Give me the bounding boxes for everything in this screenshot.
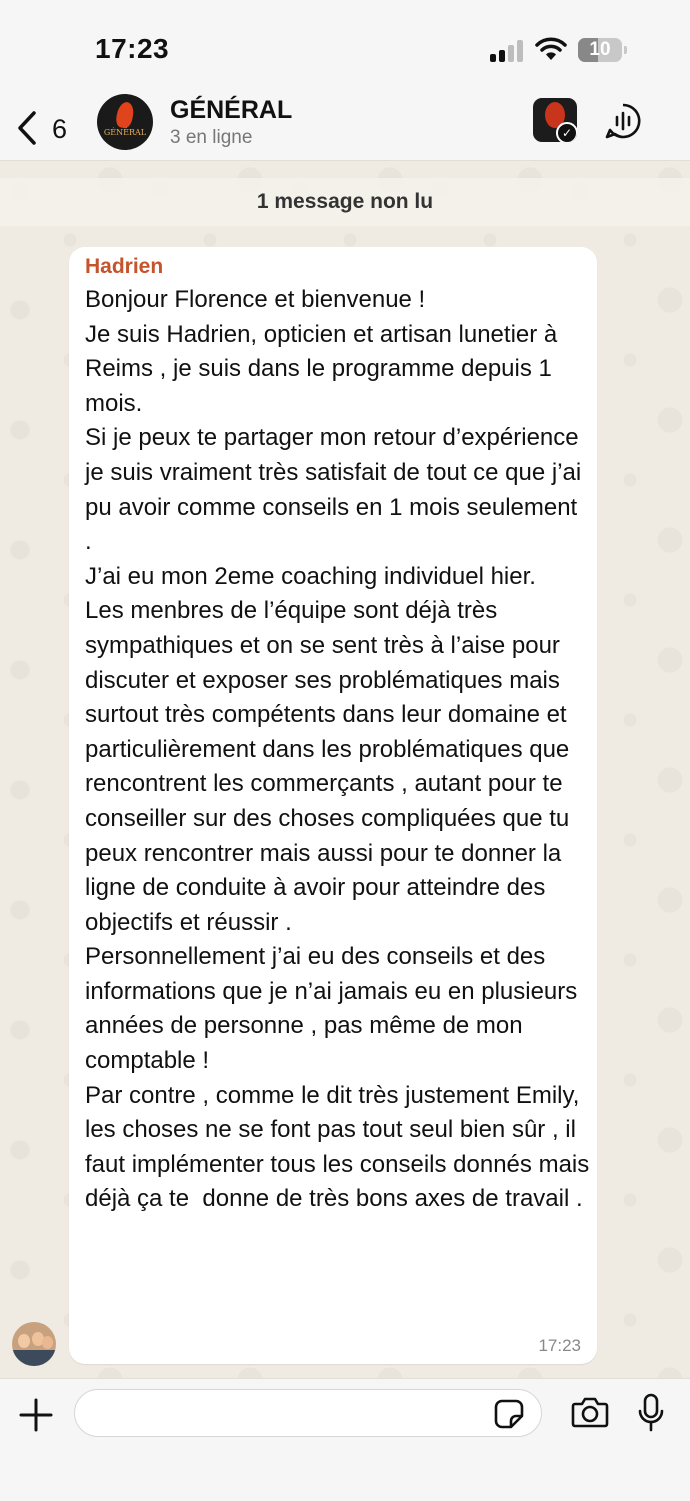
plus-icon [18, 1397, 54, 1433]
back-unread-count: 6 [52, 114, 68, 144]
battery-icon [578, 38, 622, 62]
camera-icon [571, 1395, 609, 1429]
chevron-left-icon [16, 110, 38, 146]
input-bar [0, 1378, 690, 1501]
group-avatar-label: GÉNÉRAL [103, 128, 147, 137]
voice-chat-icon [604, 102, 642, 140]
message-input[interactable] [74, 1389, 542, 1437]
checkmark-icon: ✓ [556, 122, 577, 142]
message-text: Bonjour Florence et bienvenue ! Je suis Hadrien, opticien et artisan lunetier à Reims , je suis dans le programme depuis 1 mois. Si je peux te partager mon retour d’expérience je suis vraiment très satisfait de tout ce que j’ai pu avoir comme conseils en 1 mois seulement . J’ai eu mon 2eme coaching individuel hier. Les menbres de l’équipe sont déjà très sympathiques et on se sent très à l’aise pour discuter et exposer ses problématiques mais surtout très compétents dans leur domaine et particulièrement dans les problématiques que rencontrent les commerçants , autant pour te conseiller sur des choses compliquées que tu peux rencontrer mais aussi pour te donner la ligne de conduite à avoir pour atteindre des objectifs et réussir . Personnellement j’ai eu des conseils et des informations que je n’ai jamais eu en plusieurs années de personne , pas même de mon comptable ! Par contre , comme le dit très justement Emily, les choses ne se font pas tout seul bien sûr , il faut implémenter tous les conseils donnés mais déjà ça te donne de très bons axes de travail . [85, 286, 590, 1213]
back-button[interactable] [16, 106, 76, 150]
voice-chat-button[interactable] [604, 102, 642, 140]
flame-logo-icon [114, 101, 135, 130]
signal-icon [490, 40, 526, 62]
unread-banner: 1 message non lu [0, 178, 690, 226]
microphone-icon [638, 1393, 664, 1433]
chat-online-status: 3 en ligne [170, 127, 253, 148]
battery-level: 10 [589, 39, 611, 60]
message-time: 17:23 [538, 1336, 581, 1355]
sender-avatar[interactable] [12, 1322, 56, 1366]
status-bar [0, 0, 690, 96]
camera-button[interactable] [571, 1395, 609, 1429]
message-sender[interactable]: Hadrien [85, 255, 164, 278]
status-time: 17:23 [95, 33, 170, 64]
community-avatar[interactable] [533, 98, 577, 142]
sticker-icon [494, 1399, 524, 1429]
chat-title[interactable]: GÉNÉRAL [170, 96, 293, 124]
message-bubble[interactable] [69, 247, 597, 1364]
microphone-button[interactable] [638, 1393, 664, 1433]
chat-header [0, 96, 690, 161]
sticker-button[interactable] [494, 1399, 524, 1429]
attach-button[interactable] [18, 1397, 54, 1433]
group-avatar[interactable] [97, 94, 153, 150]
wifi-icon [535, 36, 567, 67]
